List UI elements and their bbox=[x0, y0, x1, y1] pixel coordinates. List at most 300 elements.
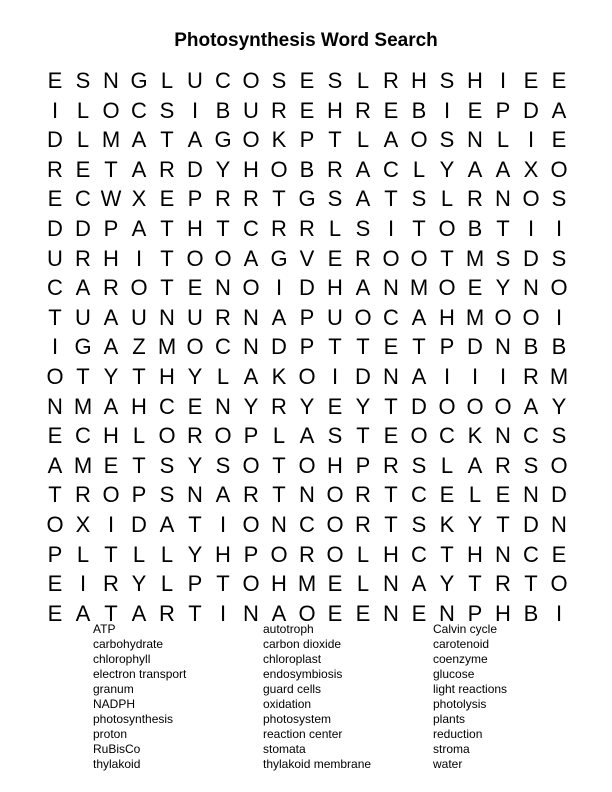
grid-letter[interactable]: E bbox=[383, 423, 399, 449]
grid-letter[interactable]: D bbox=[271, 334, 287, 360]
grid-letter[interactable]: L bbox=[356, 541, 370, 567]
grid-letter[interactable]: T bbox=[104, 600, 118, 626]
grid-letter[interactable]: E bbox=[327, 393, 343, 419]
grid-letter[interactable]: U bbox=[187, 68, 203, 93]
letter-grid[interactable] bbox=[41, 66, 573, 628]
grid-letter[interactable]: A bbox=[47, 452, 63, 478]
grid-letter[interactable]: N bbox=[299, 482, 315, 508]
grid-letter[interactable]: M bbox=[409, 275, 429, 301]
grid-letter[interactable]: P bbox=[187, 186, 203, 212]
grid-letter[interactable]: B bbox=[523, 600, 539, 626]
grid-letter[interactable]: O bbox=[354, 304, 372, 330]
grid-letter[interactable]: T bbox=[468, 571, 482, 597]
grid-letter[interactable]: T bbox=[216, 571, 230, 597]
grid-letter[interactable]: T bbox=[48, 304, 62, 330]
grid-letter[interactable]: T bbox=[104, 156, 118, 182]
grid-letter[interactable]: E bbox=[383, 97, 399, 123]
grid-letter[interactable]: N bbox=[187, 482, 203, 508]
grid-letter[interactable]: L bbox=[440, 452, 454, 478]
grid-letter[interactable]: Y bbox=[551, 393, 567, 419]
grid-letter[interactable]: R bbox=[355, 245, 371, 271]
grid-letter[interactable]: H bbox=[187, 215, 203, 241]
grid-letter[interactable]: I bbox=[443, 363, 451, 389]
grid-letter[interactable]: S bbox=[411, 511, 427, 537]
grid-letter[interactable]: C bbox=[439, 423, 455, 449]
grid-letter[interactable]: I bbox=[499, 68, 507, 93]
grid-letter[interactable]: O bbox=[522, 304, 540, 330]
grid-letter[interactable]: S bbox=[271, 68, 287, 93]
grid-letter[interactable]: L bbox=[496, 127, 510, 153]
grid-letter[interactable]: L bbox=[76, 541, 90, 567]
grid-letter[interactable]: S bbox=[439, 68, 455, 93]
grid-letter[interactable]: Y bbox=[439, 571, 455, 597]
grid-letter[interactable]: T bbox=[328, 334, 342, 360]
grid-letter[interactable]: N bbox=[243, 334, 259, 360]
grid-letter[interactable]: E bbox=[47, 571, 63, 597]
grid-letter[interactable]: Y bbox=[467, 511, 483, 537]
grid-letter[interactable]: E bbox=[159, 186, 175, 212]
grid-letter[interactable]: O bbox=[46, 511, 64, 537]
grid-letter[interactable]: N bbox=[215, 275, 231, 301]
grid-letter[interactable]: I bbox=[135, 245, 143, 271]
grid-letter[interactable]: T bbox=[384, 186, 398, 212]
grid-letter[interactable]: N bbox=[159, 304, 175, 330]
grid-letter[interactable]: E bbox=[495, 482, 511, 508]
grid-letter[interactable]: A bbox=[243, 363, 259, 389]
grid-letter[interactable]: N bbox=[495, 541, 511, 567]
grid-letter[interactable]: A bbox=[411, 363, 427, 389]
grid-letter[interactable]: O bbox=[550, 452, 568, 478]
grid-letter[interactable]: T bbox=[132, 452, 146, 478]
grid-letter[interactable]: A bbox=[131, 156, 147, 182]
grid-letter[interactable]: O bbox=[46, 363, 64, 389]
grid-letter[interactable]: M bbox=[101, 127, 121, 153]
grid-letter[interactable]: T bbox=[160, 245, 174, 271]
grid-letter[interactable]: A bbox=[271, 600, 287, 626]
grid-letter[interactable]: O bbox=[410, 127, 428, 153]
grid-letter[interactable]: R bbox=[355, 97, 371, 123]
grid-letter[interactable]: N bbox=[383, 275, 399, 301]
grid-letter[interactable]: C bbox=[159, 393, 175, 419]
grid-letter[interactable]: O bbox=[298, 363, 316, 389]
grid-letter[interactable]: T bbox=[440, 541, 454, 567]
grid-letter[interactable]: T bbox=[132, 363, 146, 389]
grid-letter[interactable]: C bbox=[215, 334, 231, 360]
grid-letter[interactable]: R bbox=[243, 186, 259, 212]
grid-letter[interactable]: D bbox=[411, 393, 427, 419]
grid-letter[interactable]: D bbox=[355, 363, 371, 389]
grid-letter[interactable]: V bbox=[299, 245, 315, 271]
grid-letter[interactable]: A bbox=[355, 275, 371, 301]
grid-letter[interactable]: R bbox=[383, 68, 399, 93]
grid-letter[interactable]: A bbox=[271, 304, 287, 330]
grid-letter[interactable]: D bbox=[47, 127, 63, 153]
grid-letter[interactable]: A bbox=[131, 215, 147, 241]
grid-letter[interactable]: G bbox=[214, 127, 232, 153]
grid-letter[interactable]: M bbox=[73, 452, 93, 478]
grid-letter[interactable]: E bbox=[47, 68, 63, 93]
grid-letter[interactable]: A bbox=[131, 600, 147, 626]
grid-letter[interactable]: O bbox=[522, 186, 540, 212]
grid-letter[interactable]: T bbox=[216, 215, 230, 241]
grid-letter[interactable]: L bbox=[76, 127, 90, 153]
grid-letter[interactable]: H bbox=[131, 393, 147, 419]
grid-letter[interactable]: N bbox=[495, 334, 511, 360]
grid-letter[interactable]: L bbox=[440, 186, 454, 212]
grid-letter[interactable]: O bbox=[214, 245, 232, 271]
grid-letter[interactable]: O bbox=[242, 452, 260, 478]
grid-letter[interactable]: I bbox=[555, 304, 563, 330]
grid-letter[interactable]: O bbox=[298, 600, 316, 626]
grid-letter[interactable]: E bbox=[327, 245, 343, 271]
grid-letter[interactable]: H bbox=[439, 304, 455, 330]
grid-letter[interactable]: C bbox=[75, 186, 91, 212]
grid-letter[interactable]: P bbox=[187, 571, 203, 597]
grid-letter[interactable]: P bbox=[299, 127, 315, 153]
grid-letter[interactable]: S bbox=[355, 215, 371, 241]
grid-letter[interactable]: G bbox=[270, 245, 288, 271]
grid-letter[interactable]: N bbox=[383, 363, 399, 389]
grid-letter[interactable]: U bbox=[243, 97, 259, 123]
grid-letter[interactable]: E bbox=[551, 541, 567, 567]
grid-letter[interactable]: T bbox=[356, 334, 370, 360]
grid-letter[interactable]: N bbox=[243, 600, 259, 626]
grid-letter[interactable]: T bbox=[328, 127, 342, 153]
grid-letter[interactable]: A bbox=[159, 511, 175, 537]
grid-letter[interactable]: T bbox=[384, 482, 398, 508]
grid-letter[interactable]: K bbox=[271, 363, 287, 389]
grid-letter[interactable]: E bbox=[299, 97, 315, 123]
grid-letter[interactable]: O bbox=[382, 245, 400, 271]
grid-letter[interactable]: R bbox=[75, 245, 91, 271]
grid-letter[interactable]: T bbox=[524, 571, 538, 597]
grid-letter[interactable]: C bbox=[383, 304, 399, 330]
grid-letter[interactable]: L bbox=[468, 482, 482, 508]
grid-letter[interactable]: E bbox=[47, 423, 63, 449]
grid-letter[interactable]: I bbox=[527, 127, 535, 153]
grid-letter[interactable]: R bbox=[355, 511, 371, 537]
grid-letter[interactable]: K bbox=[439, 511, 455, 537]
grid-letter[interactable]: I bbox=[555, 600, 563, 626]
grid-letter[interactable]: S bbox=[523, 452, 539, 478]
grid-letter[interactable]: A bbox=[103, 393, 119, 419]
grid-letter[interactable]: R bbox=[159, 156, 175, 182]
grid-letter[interactable]: O bbox=[298, 452, 316, 478]
grid-letter[interactable]: Y bbox=[187, 363, 203, 389]
grid-letter[interactable]: A bbox=[215, 482, 231, 508]
grid-letter[interactable]: W bbox=[100, 186, 122, 212]
grid-letter[interactable]: O bbox=[438, 393, 456, 419]
grid-letter[interactable]: L bbox=[356, 571, 370, 597]
grid-letter[interactable]: I bbox=[471, 363, 479, 389]
grid-letter[interactable]: O bbox=[410, 245, 428, 271]
grid-letter[interactable]: P bbox=[243, 541, 259, 567]
grid-letter[interactable]: B bbox=[523, 334, 539, 360]
grid-letter[interactable]: I bbox=[331, 363, 339, 389]
grid-letter[interactable]: R bbox=[75, 482, 91, 508]
grid-letter[interactable]: P bbox=[439, 334, 455, 360]
grid-letter[interactable]: S bbox=[159, 482, 175, 508]
grid-letter[interactable]: A bbox=[355, 156, 371, 182]
grid-letter[interactable]: T bbox=[412, 334, 426, 360]
grid-letter[interactable]: I bbox=[499, 363, 507, 389]
grid-letter[interactable]: E bbox=[103, 452, 119, 478]
grid-letter[interactable]: C bbox=[131, 97, 147, 123]
grid-letter[interactable]: H bbox=[495, 600, 511, 626]
grid-letter[interactable]: S bbox=[215, 452, 231, 478]
grid-letter[interactable]: A bbox=[75, 275, 91, 301]
grid-letter[interactable]: T bbox=[496, 215, 510, 241]
grid-letter[interactable]: B bbox=[467, 215, 483, 241]
grid-letter[interactable]: O bbox=[242, 275, 260, 301]
grid-letter[interactable]: I bbox=[219, 600, 227, 626]
grid-letter[interactable]: N bbox=[47, 393, 63, 419]
grid-letter[interactable]: P bbox=[103, 215, 119, 241]
grid-letter[interactable]: Y bbox=[243, 393, 259, 419]
grid-letter[interactable]: A bbox=[103, 334, 119, 360]
grid-letter[interactable]: A bbox=[131, 127, 147, 153]
grid-letter[interactable]: R bbox=[467, 186, 483, 212]
grid-letter[interactable]: N bbox=[271, 511, 287, 537]
grid-letter[interactable]: I bbox=[527, 215, 535, 241]
grid-letter[interactable]: A bbox=[411, 571, 427, 597]
grid-letter[interactable]: O bbox=[326, 511, 344, 537]
grid-letter[interactable]: S bbox=[75, 68, 91, 93]
grid-letter[interactable]: O bbox=[494, 304, 512, 330]
grid-letter[interactable]: R bbox=[355, 482, 371, 508]
grid-letter[interactable]: Y bbox=[439, 156, 455, 182]
grid-letter[interactable]: O bbox=[550, 156, 568, 182]
grid-letter[interactable]: R bbox=[271, 215, 287, 241]
grid-letter[interactable]: T bbox=[104, 541, 118, 567]
grid-letter[interactable]: A bbox=[383, 127, 399, 153]
grid-letter[interactable]: H bbox=[271, 571, 287, 597]
grid-letter[interactable]: A bbox=[355, 186, 371, 212]
grid-letter[interactable]: H bbox=[467, 541, 483, 567]
grid-letter[interactable]: E bbox=[467, 275, 483, 301]
grid-letter[interactable]: O bbox=[186, 245, 204, 271]
grid-letter[interactable]: O bbox=[550, 571, 568, 597]
grid-letter[interactable]: D bbox=[467, 334, 483, 360]
grid-letter[interactable]: O bbox=[102, 482, 120, 508]
grid-letter[interactable]: A bbox=[551, 97, 567, 123]
grid-letter[interactable]: H bbox=[383, 541, 399, 567]
grid-letter[interactable]: N bbox=[523, 482, 539, 508]
grid-letter[interactable]: R bbox=[523, 363, 539, 389]
grid-letter[interactable]: H bbox=[243, 156, 259, 182]
grid-letter[interactable]: Y bbox=[495, 275, 511, 301]
grid-letter[interactable]: R bbox=[103, 571, 119, 597]
grid-letter[interactable]: Z bbox=[132, 334, 146, 360]
grid-letter[interactable]: O bbox=[102, 97, 120, 123]
grid-letter[interactable]: O bbox=[242, 571, 260, 597]
grid-letter[interactable]: O bbox=[270, 156, 288, 182]
grid-letter[interactable]: E bbox=[551, 127, 567, 153]
grid-letter[interactable]: S bbox=[327, 423, 343, 449]
grid-letter[interactable]: O bbox=[158, 423, 176, 449]
grid-letter[interactable]: X bbox=[75, 511, 91, 537]
grid-letter[interactable]: T bbox=[272, 452, 286, 478]
grid-letter[interactable]: I bbox=[79, 571, 87, 597]
grid-letter[interactable]: E bbox=[75, 156, 91, 182]
grid-letter[interactable]: Y bbox=[103, 363, 119, 389]
grid-letter[interactable]: S bbox=[551, 245, 567, 271]
grid-letter[interactable]: I bbox=[219, 511, 227, 537]
grid-letter[interactable]: T bbox=[384, 393, 398, 419]
grid-letter[interactable]: R bbox=[495, 452, 511, 478]
grid-letter[interactable]: S bbox=[159, 97, 175, 123]
grid-letter[interactable]: T bbox=[160, 275, 174, 301]
grid-letter[interactable]: M bbox=[73, 393, 93, 419]
grid-letter[interactable]: H bbox=[327, 97, 343, 123]
grid-letter[interactable]: A bbox=[103, 304, 119, 330]
grid-letter[interactable]: R bbox=[327, 156, 343, 182]
grid-letter[interactable]: O bbox=[242, 68, 260, 93]
grid-letter[interactable]: G bbox=[74, 334, 92, 360]
grid-letter[interactable]: R bbox=[187, 423, 203, 449]
grid-letter[interactable]: L bbox=[356, 68, 370, 93]
grid-letter[interactable]: I bbox=[51, 334, 59, 360]
grid-letter[interactable]: H bbox=[327, 275, 343, 301]
grid-letter[interactable]: I bbox=[107, 511, 115, 537]
grid-letter[interactable]: A bbox=[523, 393, 539, 419]
grid-letter[interactable]: T bbox=[496, 511, 510, 537]
grid-letter[interactable]: U bbox=[327, 304, 343, 330]
grid-letter[interactable]: P bbox=[495, 97, 511, 123]
grid-letter[interactable]: U bbox=[131, 304, 147, 330]
grid-letter[interactable]: R bbox=[215, 186, 231, 212]
grid-letter[interactable]: T bbox=[272, 186, 286, 212]
grid-letter[interactable]: O bbox=[550, 275, 568, 301]
grid-letter[interactable]: C bbox=[383, 156, 399, 182]
grid-letter[interactable]: T bbox=[188, 511, 202, 537]
grid-letter[interactable]: G bbox=[298, 186, 316, 212]
grid-letter[interactable]: D bbox=[299, 275, 315, 301]
grid-letter[interactable]: E bbox=[47, 600, 63, 626]
grid-letter[interactable]: R bbox=[383, 452, 399, 478]
grid-letter[interactable]: E bbox=[187, 275, 203, 301]
grid-letter[interactable]: L bbox=[412, 156, 426, 182]
grid-letter[interactable]: M bbox=[465, 245, 485, 271]
grid-letter[interactable]: P bbox=[47, 541, 63, 567]
grid-letter[interactable]: L bbox=[272, 423, 286, 449]
grid-letter[interactable]: N bbox=[103, 68, 119, 93]
grid-letter[interactable]: R bbox=[243, 482, 259, 508]
grid-letter[interactable]: O bbox=[130, 275, 148, 301]
grid-letter[interactable]: I bbox=[387, 215, 395, 241]
grid-letter[interactable]: P bbox=[243, 423, 259, 449]
grid-letter[interactable]: L bbox=[160, 68, 174, 93]
grid-letter[interactable]: C bbox=[411, 482, 427, 508]
grid-letter[interactable]: E bbox=[299, 68, 315, 93]
grid-letter[interactable]: A bbox=[243, 245, 259, 271]
grid-letter[interactable]: O bbox=[186, 334, 204, 360]
grid-letter[interactable]: O bbox=[466, 393, 484, 419]
grid-letter[interactable]: N bbox=[495, 186, 511, 212]
grid-letter[interactable]: O bbox=[214, 423, 232, 449]
grid-letter[interactable]: N bbox=[523, 275, 539, 301]
grid-letter[interactable]: L bbox=[328, 215, 342, 241]
grid-letter[interactable]: K bbox=[467, 423, 483, 449]
grid-letter[interactable]: N bbox=[215, 393, 231, 419]
grid-letter[interactable]: O bbox=[438, 275, 456, 301]
grid-letter[interactable]: S bbox=[439, 127, 455, 153]
grid-letter[interactable]: A bbox=[299, 423, 315, 449]
grid-letter[interactable]: T bbox=[412, 215, 426, 241]
grid-letter[interactable]: T bbox=[356, 423, 370, 449]
grid-letter[interactable]: P bbox=[355, 452, 371, 478]
grid-letter[interactable]: M bbox=[157, 334, 177, 360]
grid-letter[interactable]: R bbox=[47, 156, 63, 182]
grid-letter[interactable]: Y bbox=[131, 571, 147, 597]
grid-letter[interactable]: M bbox=[549, 363, 569, 389]
grid-letter[interactable]: H bbox=[103, 423, 119, 449]
grid-letter[interactable]: X bbox=[523, 156, 539, 182]
grid-letter[interactable]: E bbox=[327, 600, 343, 626]
grid-letter[interactable]: C bbox=[411, 541, 427, 567]
grid-letter[interactable]: O bbox=[410, 423, 428, 449]
grid-letter[interactable]: A bbox=[75, 600, 91, 626]
grid-letter[interactable]: L bbox=[216, 363, 230, 389]
grid-letter[interactable]: D bbox=[523, 97, 539, 123]
grid-letter[interactable]: T bbox=[48, 482, 62, 508]
grid-letter[interactable]: L bbox=[132, 541, 146, 567]
grid-letter[interactable]: I bbox=[443, 97, 451, 123]
grid-letter[interactable]: B bbox=[551, 334, 567, 360]
grid-letter[interactable]: H bbox=[159, 363, 175, 389]
grid-letter[interactable]: S bbox=[551, 423, 567, 449]
grid-letter[interactable]: I bbox=[275, 275, 283, 301]
grid-letter[interactable]: C bbox=[523, 423, 539, 449]
grid-letter[interactable]: T bbox=[76, 363, 90, 389]
grid-letter[interactable]: E bbox=[355, 600, 371, 626]
grid-letter[interactable]: G bbox=[130, 68, 148, 93]
grid-letter[interactable]: L bbox=[76, 97, 90, 123]
grid-letter[interactable]: T bbox=[160, 215, 174, 241]
grid-letter[interactable]: I bbox=[51, 97, 59, 123]
grid-letter[interactable]: C bbox=[523, 541, 539, 567]
grid-letter[interactable]: B bbox=[411, 97, 427, 123]
grid-letter[interactable]: N bbox=[243, 304, 259, 330]
grid-letter[interactable]: E bbox=[187, 393, 203, 419]
grid-letter[interactable]: A bbox=[187, 127, 203, 153]
grid-letter[interactable]: E bbox=[439, 482, 455, 508]
grid-letter[interactable]: D bbox=[75, 215, 91, 241]
grid-letter[interactable]: Y bbox=[215, 156, 231, 182]
grid-letter[interactable]: I bbox=[555, 215, 563, 241]
grid-letter[interactable]: O bbox=[270, 541, 288, 567]
grid-letter[interactable]: H bbox=[467, 68, 483, 93]
grid-letter[interactable]: O bbox=[326, 482, 344, 508]
grid-letter[interactable]: A bbox=[467, 156, 483, 182]
grid-letter[interactable]: Y bbox=[299, 393, 315, 419]
grid-letter[interactable]: C bbox=[243, 215, 259, 241]
grid-letter[interactable]: T bbox=[384, 511, 398, 537]
grid-letter[interactable]: L bbox=[132, 423, 146, 449]
grid-letter[interactable]: M bbox=[465, 304, 485, 330]
grid-letter[interactable]: N bbox=[383, 571, 399, 597]
grid-letter[interactable]: I bbox=[191, 97, 199, 123]
grid-letter[interactable]: U bbox=[47, 245, 63, 271]
grid-letter[interactable]: S bbox=[327, 68, 343, 93]
grid-letter[interactable]: B bbox=[215, 97, 231, 123]
grid-letter[interactable]: E bbox=[327, 571, 343, 597]
grid-letter[interactable]: H bbox=[327, 452, 343, 478]
grid-letter[interactable]: R bbox=[103, 275, 119, 301]
grid-letter[interactable]: R bbox=[299, 541, 315, 567]
grid-letter[interactable]: E bbox=[47, 186, 63, 212]
grid-letter[interactable]: A bbox=[411, 304, 427, 330]
